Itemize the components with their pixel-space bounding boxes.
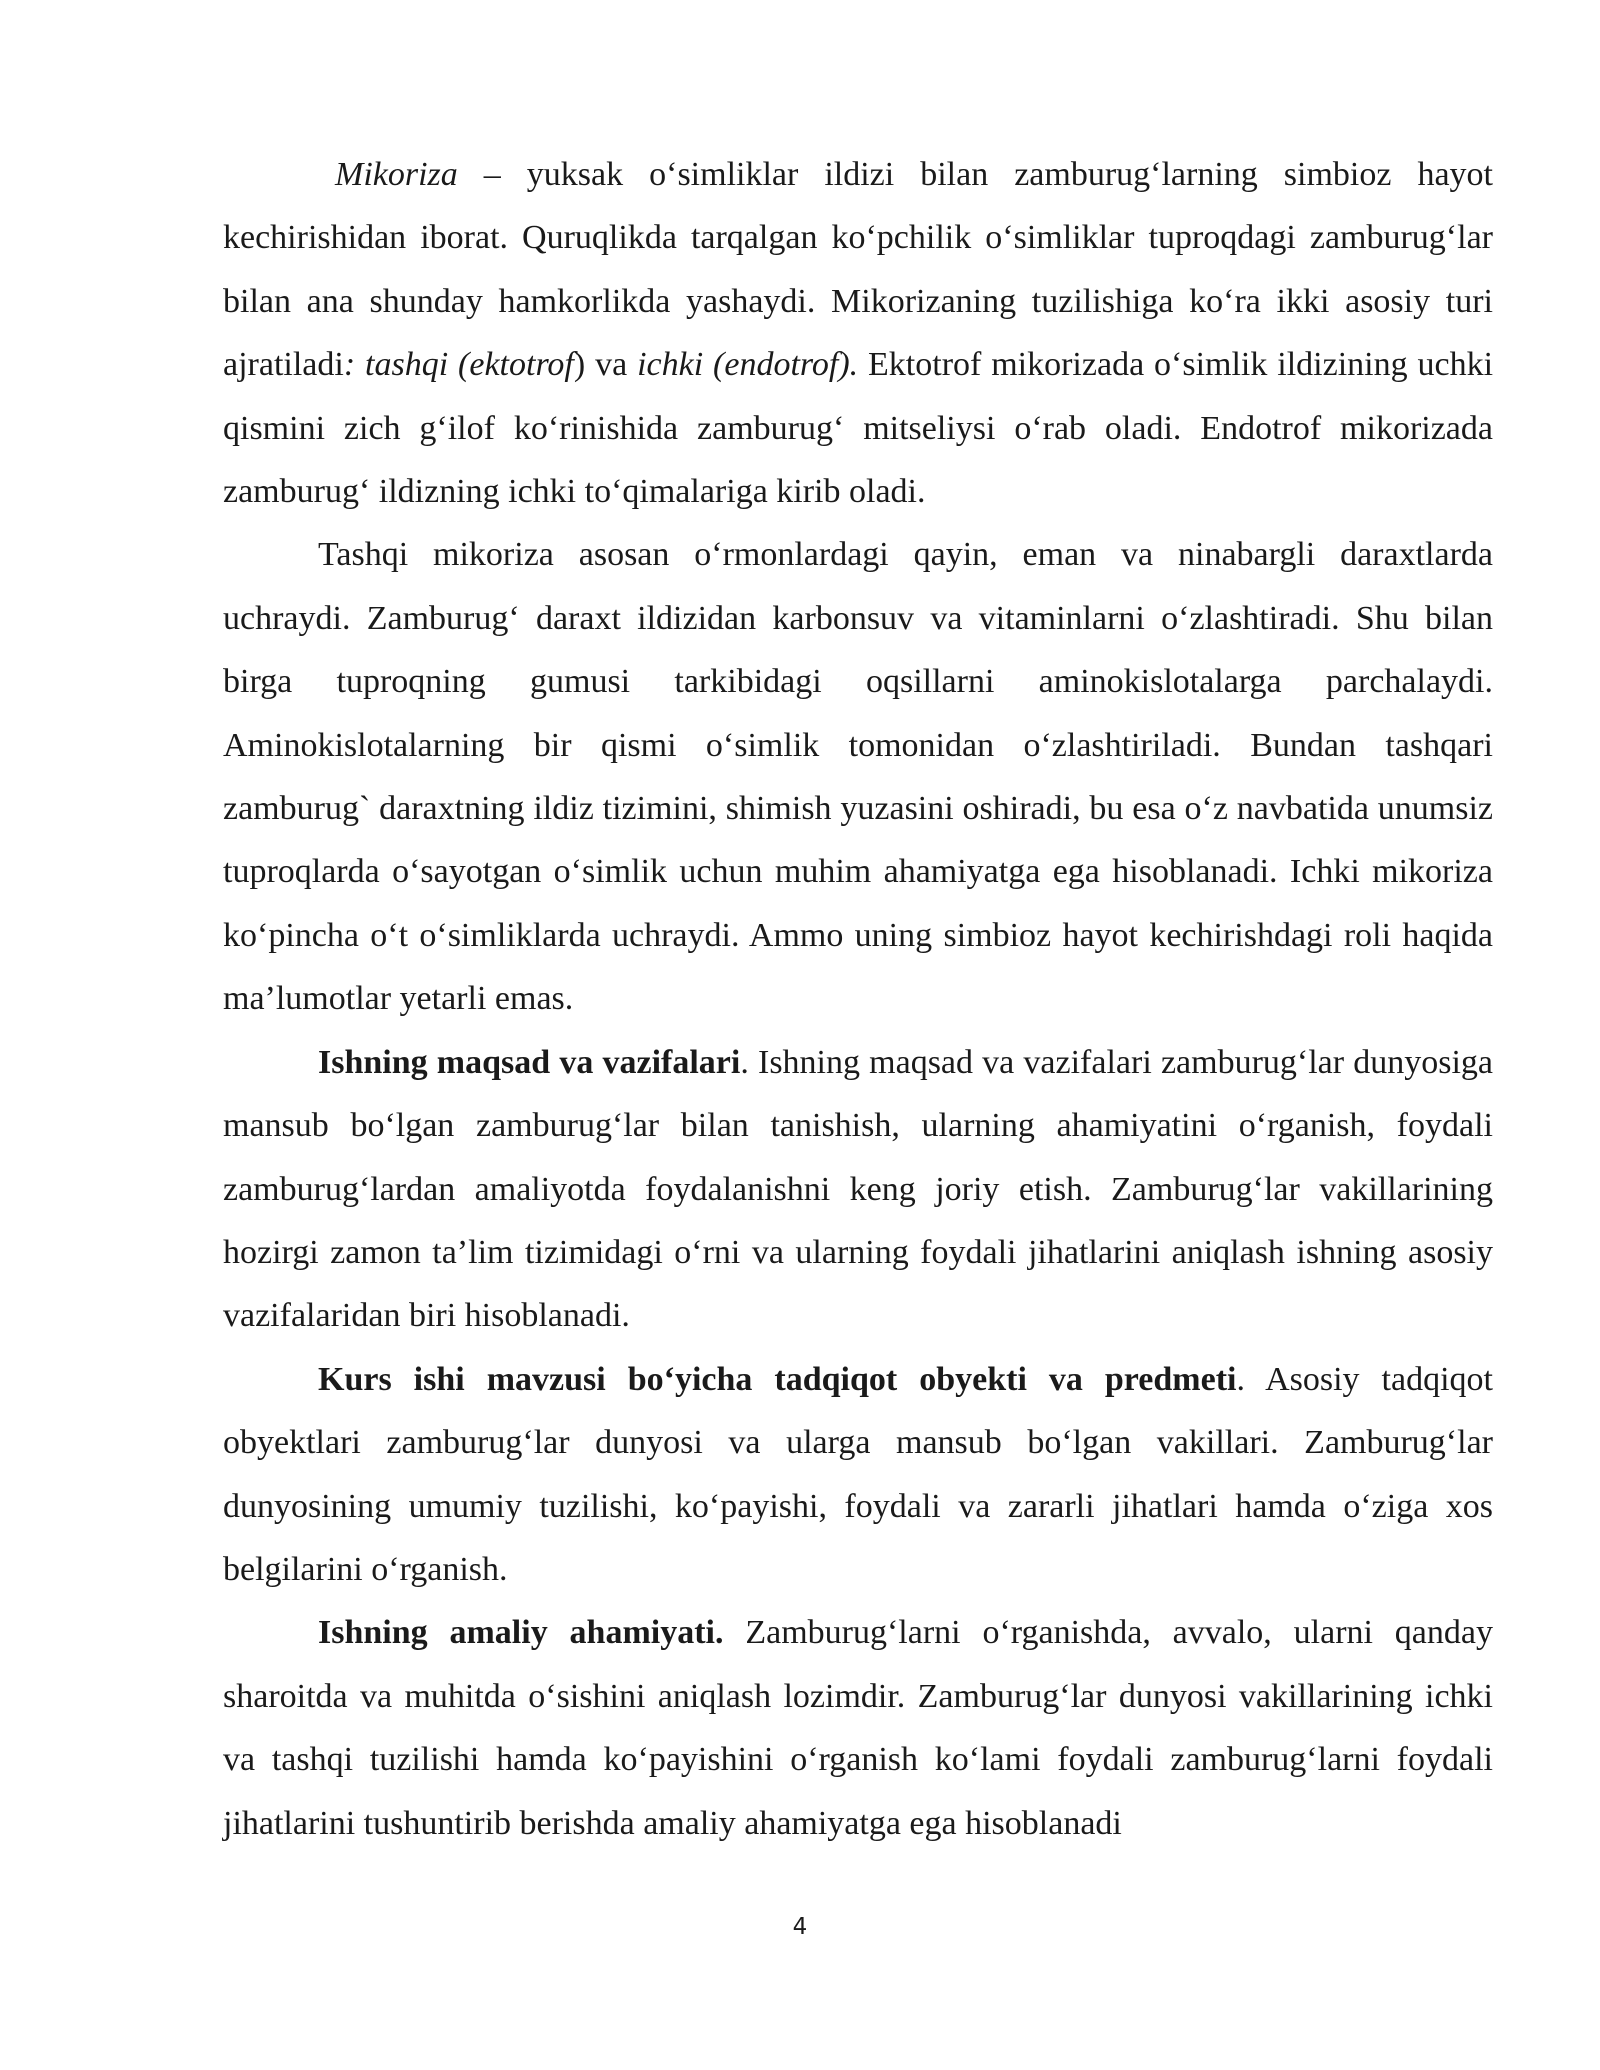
text-run: Tashqi mikoriza asosan o‘rmonlardagi qayin, eman va ninabargli daraxtlarda uchraydi. Zamburug‘ daraxt ildizidan karbonsuv va vitaminlarni o‘zlashtiradi. Shu bilan birga tuproqning gumusi tarkibidagi oqsillarni aminokislotalarga parchalaydi. Aminokislotalarning bir qismi o‘simlik tomonidan o‘zlashtiriladi. Bundan tashqari zamburug` daraxtning ildiz tizimini, shimish yuzasini oshiradi, bu esa o‘z navbatida unumsiz tuproqlarda o‘sayotgan o‘simlik uchun muhim ahamiyatga ega hisoblanadi. Ichki mikoriza ko‘pincha o‘t o‘simliklarda uchraydi. Ammo uning simbioz hayot kechirishdagi roli haqida ma’lumotlar yetarli emas.	[223, 536, 1493, 1018]
text-run: ) va	[573, 346, 638, 384]
section-heading-inline: Kurs ishi mavzusi bo‘yicha tadqiqot obyekti va predmeti	[318, 1360, 1237, 1398]
text-run: Zamburug‘larni o‘rganishda, avvalo, ularni qanday sharoitda va muhitda o‘sishini aniqlash lozimdir. Zamburug‘lar dunyosi vakillarining ichki va tashqi tuzilishi hamda ko‘payishini o‘rganish ko‘lami foydali zamburug‘larni foydali jihatlarini tushuntirib berishda amaliy ahamiyatga ega hisoblanadi	[223, 1614, 1493, 1842]
section-heading-inline: Ishning maqsad va vazifalari	[318, 1043, 741, 1081]
paragraph-tadqiqot-obyekti	[223, 1348, 1493, 1602]
paragraph-amaliy-ahamiyati	[223, 1601, 1493, 1855]
text-italic: ichki (endotrof).	[637, 346, 859, 384]
paragraph-mikoriza	[223, 143, 1493, 523]
text-run: . Asosiy tadqiqot obyektlari zamburug‘lar dunyosi va ularga mansub bo‘lgan vakillari. Zamburug‘lar dunyosining umumiy tuzilishi, ko‘payishi, foydali va zararli jihatlari hamda o‘ziga xos belgilarini o‘rganish.	[223, 1360, 1493, 1588]
text-run: Ektotrof mikorizada o‘simlik ildizining uchki qismini zich g‘ilof ko‘rinishida zamburug‘ mitseliysi o‘rab oladi. Endotrof mikorizada zamburug‘ ildizning ichki to‘qimalariga kirib oladi.	[223, 346, 1494, 511]
text-run: – yuksak o‘simliklar ildizi bilan zamburug‘larning simbioz hayot kechirishidan iborat. Quruqlikda tarqalgan ko‘pchilik o‘simliklar tuproqdagi zamburug‘lar bilan ana shunday hamkorlikda yashaydi. Mikorizaning tuzilishiga ko‘ra ikki asosiy turi ajratiladi	[223, 156, 1493, 384]
page-number: 4	[792, 1914, 808, 1940]
text-italic: Mikoriza	[335, 156, 458, 193]
paragraph-maqsad-vazifalari	[223, 1031, 1493, 1348]
document-body	[223, 143, 1493, 1855]
text-italic: : tashqi (ektotrof	[343, 346, 574, 384]
section-heading-inline: Ishning amaliy ahamiyati.	[318, 1614, 724, 1652]
paragraph-tashqi-mikoriza	[223, 523, 1493, 1030]
text-run: . Ishning maqsad va vazifalari zamburug‘lar dunyosiga mansub bo‘lgan zamburug‘lar bilan tanishish, ularning ahamiyatini o‘rganish, foydali zamburug‘lardan amaliyotda foydalanishni keng joriy etish. Zamburug‘lar vakillarining hozirgi zamon ta’lim tizimidagi o‘rni va ularning foydali jihatlarini aniqlash ishning asosiy vazifalaridan biri hisoblanadi.	[223, 1043, 1493, 1335]
